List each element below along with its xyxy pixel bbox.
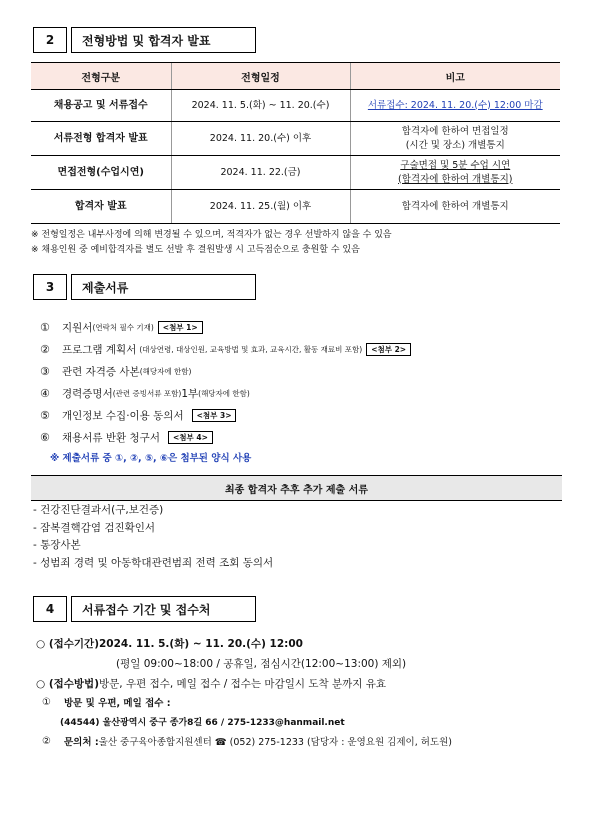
- table-row: [31, 156, 560, 190]
- column-header: 비고: [350, 63, 560, 90]
- doc-detail: (대상연령, 대상인원, 교육방법 및 효과, 교육시간, 활동 재료비 포함): [139, 344, 363, 354]
- method-label: ○ (접수방법): [36, 677, 99, 690]
- extra-documents-header: 최종 합격자 추후 추가 제출 서류: [31, 475, 562, 501]
- reception-info: [36, 633, 452, 751]
- attachment-tag: <첨부 2>: [366, 343, 411, 356]
- note-line: (합격자에 한하여 개별통지): [398, 173, 513, 185]
- note-line: 구술면접 및 5분 수업 시연: [400, 159, 511, 171]
- address: (44544) 울산광역시 중구 종가8길 66 / 275-1233@hanmail.net: [60, 717, 345, 728]
- contact-value: 울산 중구육아종합지원센터 ☎ (052) 275-1233 (담당자 : 운영요원 김제이, 허도원): [98, 737, 452, 748]
- note-text: ※ 채용인원 중 예비합격자를 별도 선발 후 결원발생 시 고득점순으로 충원할 수 있음: [31, 245, 360, 255]
- item-number: ②: [42, 735, 51, 747]
- section-4-header: [33, 596, 256, 622]
- period-sub-line: [36, 653, 452, 673]
- section-2-header: [33, 27, 256, 53]
- doc-count: 1부: [181, 387, 199, 400]
- doc-name: 개인정보 수집·이용 동의서: [62, 409, 184, 422]
- required-documents-list: [40, 316, 411, 466]
- item-number: ⑥: [40, 430, 50, 444]
- list-item: [40, 316, 411, 338]
- note-line: (시간 및 장소) 개별통지: [405, 139, 505, 151]
- table-row: [31, 90, 560, 122]
- note-cell: 합격자에 한하여 개별통지: [350, 190, 560, 224]
- item-number: ④: [40, 386, 50, 400]
- item-number: ③: [40, 364, 50, 378]
- attachment-tag: <첨부 4>: [168, 431, 213, 444]
- column-header: 전형구분: [31, 63, 171, 90]
- schedule-table: [31, 62, 560, 224]
- table-header-row: [31, 63, 560, 90]
- section-title: 전형방법 및 합격자 발표: [71, 27, 256, 53]
- docs-note-row: [40, 448, 411, 466]
- stage-cell: 합격자 발표: [31, 190, 171, 224]
- list-item: [40, 382, 411, 404]
- doc-detail: (관련 증빙서류 포함): [112, 388, 182, 398]
- date-cell: 2024. 11. 20.(수) 이후: [171, 122, 350, 156]
- doc-detail: (해당자에 한함): [139, 366, 192, 376]
- list-item: - 잠복결핵감염 검진확인서: [33, 521, 156, 534]
- item-number: ①: [42, 696, 51, 708]
- section-number: 4: [33, 596, 67, 622]
- note-cell: [350, 122, 560, 156]
- stage-cell: 서류전형 합격자 발표: [31, 122, 171, 156]
- item-number: ⑤: [40, 408, 50, 422]
- list-item: - 건강진단결과서(구,보건증): [33, 504, 164, 516]
- period-value: 2024. 11. 5.(화) ~ 11. 20.(수) 12:00: [99, 637, 303, 650]
- section-title: 서류접수 기간 및 접수처: [71, 596, 256, 622]
- date-cell: 2024. 11. 5.(화) ~ 11. 20.(수): [171, 90, 350, 122]
- section-number: 2: [33, 27, 67, 53]
- doc-detail: (연락처 필수 기재): [92, 322, 154, 332]
- note-cell: [350, 156, 560, 190]
- doc-name: 관련 자격증 사본: [62, 365, 140, 378]
- item-number: ①: [40, 320, 50, 334]
- list-item: [40, 360, 411, 382]
- list-item: [40, 404, 411, 426]
- doc-name: 프로그램 계획서: [62, 343, 137, 356]
- date-cell: 2024. 11. 22.(금): [171, 156, 350, 190]
- contact-label: 문의처 :: [64, 737, 99, 748]
- attachment-tag: <첨부 1>: [158, 321, 203, 334]
- note-text: ※ 전형일정은 내부사정에 의해 변경될 수 있으며, 적격자가 없는 경우 선발하지 않을 수 있음: [31, 230, 392, 240]
- note-cell: [350, 90, 560, 122]
- method-line: [36, 673, 452, 693]
- section-3-header: [33, 274, 256, 300]
- section-number: 3: [33, 274, 67, 300]
- stage-cell: 면접전형(수업시연): [31, 156, 171, 190]
- period-sub: (평일 09:00~18:00 / 공휴일, 점심시간(12:00~13:00) 제외): [116, 657, 407, 670]
- table-row: [31, 190, 560, 224]
- doc-name: 경력증명서: [62, 387, 113, 400]
- deadline-note: 서류접수: 2024. 11. 20.(수) 12:00 마감: [367, 99, 543, 111]
- column-header: 전형일정: [171, 63, 350, 90]
- visit-line: [36, 693, 452, 711]
- period-label: ○ (접수기간): [36, 637, 99, 650]
- list-item: [40, 426, 411, 448]
- extra-documents-list: [33, 502, 273, 572]
- section-title: 제출서류: [71, 274, 256, 300]
- contact-line: [36, 731, 452, 751]
- date-cell: 2024. 11. 25.(월) 이후: [171, 190, 350, 224]
- address-line: [36, 711, 452, 731]
- doc-name: 채용서류 반환 청구서: [62, 431, 160, 444]
- schedule-notes: [31, 228, 392, 258]
- stage-cell: 채용공고 및 서류접수: [31, 90, 171, 122]
- list-item: - 통장사본: [33, 539, 81, 551]
- doc-name: 지원서: [62, 321, 93, 334]
- method-value: 방문, 우편 접수, 메일 접수 / 접수는 마감일시 도착 분까지 유효: [99, 677, 387, 690]
- docs-note: ※ 제출서류 중 ①, ②, ⑤, ⑥은 첨부된 양식 사용: [50, 453, 252, 464]
- table-row: [31, 122, 560, 156]
- list-item: - 성범죄 경력 및 아동학대관련범죄 전력 조회 동의서: [33, 556, 274, 569]
- visit-label: 방문 및 우편, 메일 접수 :: [64, 698, 171, 709]
- doc-detail: (해당자에 한함): [198, 388, 250, 398]
- attachment-tag: <첨부 3>: [192, 409, 237, 422]
- note-line: 합격자에 한하여 면접일정: [401, 125, 509, 137]
- period-line: [36, 633, 452, 653]
- item-number: ②: [40, 342, 50, 356]
- list-item: [40, 338, 411, 360]
